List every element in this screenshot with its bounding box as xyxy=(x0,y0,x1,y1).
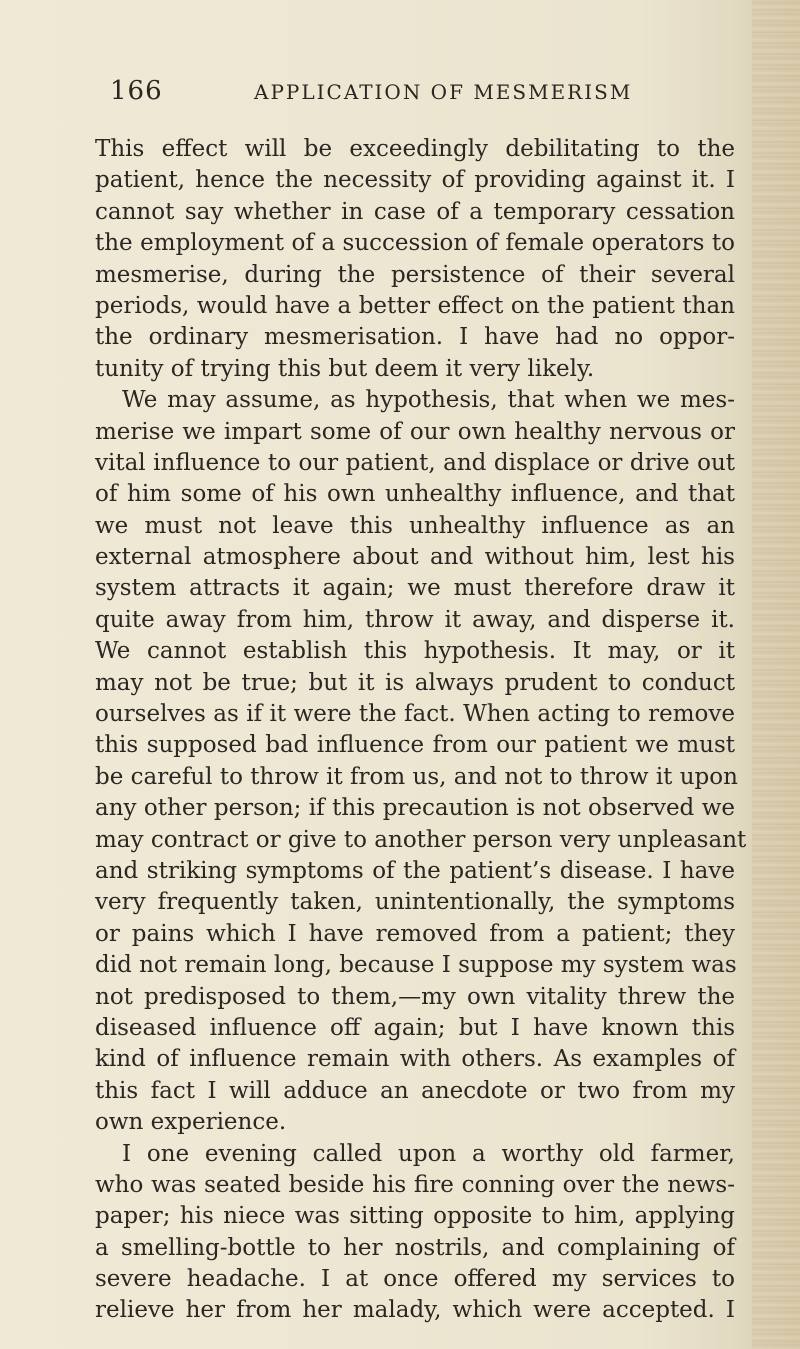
text-line: merise we impart some of our own healthy nervous or xyxy=(95,418,735,445)
text-line: this fact I will adduce an anecdote or two from my xyxy=(95,1077,735,1104)
text-line: external atmosphere about and without him, lest his xyxy=(95,544,735,571)
text-line: did not remain long, because I suppose my system was xyxy=(95,952,737,979)
page-header xyxy=(110,76,730,112)
text-line: very frequently taken, unintentionally, the symptoms xyxy=(95,889,735,916)
text-line: a smelling-bottle to her nostrils, and complaining of xyxy=(95,1234,735,1261)
text-line: severe headache. I at once offered my services to xyxy=(95,1266,735,1293)
body-text xyxy=(95,134,747,1327)
text-line: any other person; if this precaution is not observed we xyxy=(95,795,735,822)
page-edge-shadow xyxy=(752,0,800,1349)
text-line: patient, hence the necessity of providing against it. I xyxy=(95,167,735,194)
paragraph-first-line: I one evening called upon a worthy old farmer, xyxy=(122,1140,735,1167)
text-line: periods, would have a better effect on the patient than xyxy=(95,292,735,319)
text-line: of him some of his own unhealthy influence, and that xyxy=(95,481,735,508)
text-line: cannot say whether in case of a temporary cessation xyxy=(95,198,735,225)
text-line: the employment of a succession of female operators to xyxy=(95,230,735,257)
text-line: quite away from him, throw it away, and disperse it. xyxy=(95,606,735,633)
text-line: ourselves as if it were the fact. When acting to remove xyxy=(95,701,735,728)
text-line: may contract or give to another person very unpleasant xyxy=(95,826,747,853)
text-line: own experience. xyxy=(95,1109,287,1136)
text-line: diseased influence off again; but I have known this xyxy=(95,1014,735,1041)
page-number: 166 xyxy=(110,76,163,106)
text-line: paper; his niece was sitting opposite to him, applying xyxy=(95,1203,735,1230)
text-line: This effect will be exceedingly debilitating to the xyxy=(95,136,735,162)
paragraph-first-line: We may assume, as hypothesis, that when we mes- xyxy=(122,387,735,414)
text-line: relieve her from her malady, which were accepted. I xyxy=(95,1297,735,1324)
text-line: the ordinary mesmerisation. I have had no oppor- xyxy=(95,324,735,351)
text-line: or pains which I have removed from a patient; they xyxy=(95,920,735,947)
text-line: may not be true; but it is always prudent to conduct xyxy=(95,669,735,696)
text-line: who was seated beside his fire conning over the news- xyxy=(95,1171,735,1198)
text-line: this supposed bad influence from our patient we must xyxy=(95,732,735,759)
text-line: mesmerise, during the persistence of their several xyxy=(95,261,735,288)
text-line: tunity of trying this but deem it very likely. xyxy=(95,355,595,382)
text-line: be careful to throw it from us, and not to throw it upon xyxy=(95,763,738,790)
text-line: system attracts it again; we must therefore draw it xyxy=(95,575,735,602)
text-line: kind of influence remain with others. As examples of xyxy=(95,1046,735,1073)
text-line: we must not leave this unhealthy influence as an xyxy=(95,512,735,539)
text-line: not predisposed to them,—my own vitality threw the xyxy=(95,983,735,1010)
text-line: and striking symptoms of the patient’s disease. I have xyxy=(95,857,735,884)
running-head: APPLICATION OF MESMERISM xyxy=(254,80,633,104)
text-line: vital influence to our patient, and displace or drive out xyxy=(95,449,735,476)
text-line: We cannot establish this hypothesis. It may, or it xyxy=(95,638,735,665)
